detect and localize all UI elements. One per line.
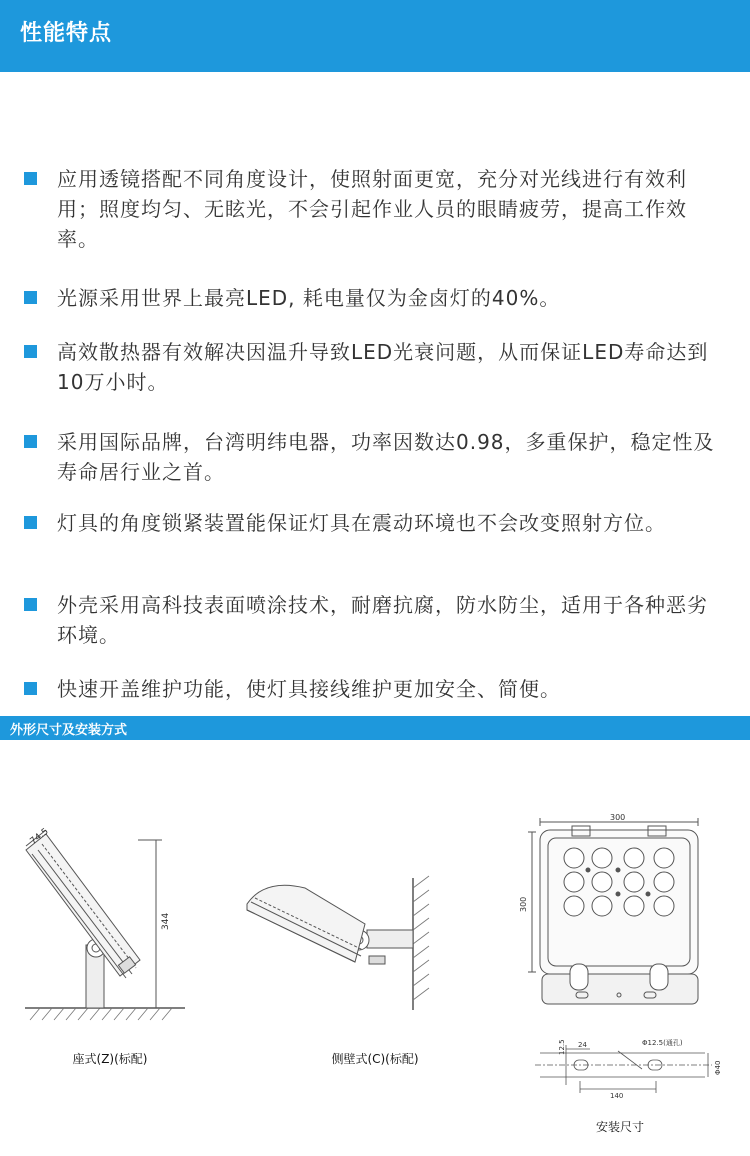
install-dim-d: Φ40	[714, 1060, 722, 1075]
feature-text: 灯具的角度锁紧装置能保证灯具在震动环境也不会改变照射方位。	[57, 511, 666, 535]
seat-mount-drawing	[20, 820, 195, 1025]
install-dim-a: 12.5	[558, 1039, 566, 1055]
square-bullet-icon	[24, 435, 37, 448]
section-title: 外形尺寸及安装方式	[10, 723, 128, 738]
wall-caption: 侧壁式(C)(标配)	[331, 1052, 419, 1066]
front-dim-height: 300	[519, 896, 528, 912]
page-header	[0, 0, 750, 72]
front-dim-width: 300	[610, 813, 626, 822]
front-view-drawing	[518, 812, 720, 1012]
section-header	[0, 716, 750, 740]
square-bullet-icon	[24, 291, 37, 304]
install-dims-drawing	[530, 1035, 720, 1100]
install-dim-b: 24	[578, 1041, 587, 1049]
square-bullet-icon	[24, 172, 37, 185]
seat-caption: 座式(Z)(标配)	[72, 1052, 148, 1066]
feature-text: 高效散热器有效解决因温升导致LED光衰问题，从而保证LED寿命达到10万小时。	[57, 340, 709, 394]
feature-text: 外壳采用高科技表面喷涂技术，耐磨抗腐，防水防尘，适用于各种恶劣环境。	[57, 593, 708, 647]
feature-text: 采用国际品牌，台湾明纬电器，功率因数达0.98，多重保护，稳定性及寿命居行业之首。	[57, 430, 715, 484]
square-bullet-icon	[24, 345, 37, 358]
install-caption: 安装尺寸	[595, 1120, 644, 1134]
seat-dim-height: 344	[161, 912, 171, 930]
square-bullet-icon	[24, 682, 37, 695]
square-bullet-icon	[24, 516, 37, 529]
page-title: 性能特点	[20, 21, 113, 46]
feature-text: 应用透镜搭配不同角度设计，使照射面更宽，充分对光线进行有效利用；照度均匀、无眩光，不会引起作业人员的眼睛疲劳，提高工作效率。	[57, 167, 687, 251]
square-bullet-icon	[24, 598, 37, 611]
install-dim-c: 140	[610, 1092, 624, 1100]
seat-dim-top: 74.5	[28, 826, 51, 847]
feature-text: 快速开盖维护功能，使灯具接线维护更加安全、简便。	[57, 677, 561, 701]
install-dim-hole: Φ12.5(通孔)	[642, 1039, 683, 1047]
wall-mount-drawing	[235, 870, 440, 1020]
feature-text: 光源采用世界上最亮LED, 耗电量仅为金卤灯的40%。	[57, 286, 561, 310]
